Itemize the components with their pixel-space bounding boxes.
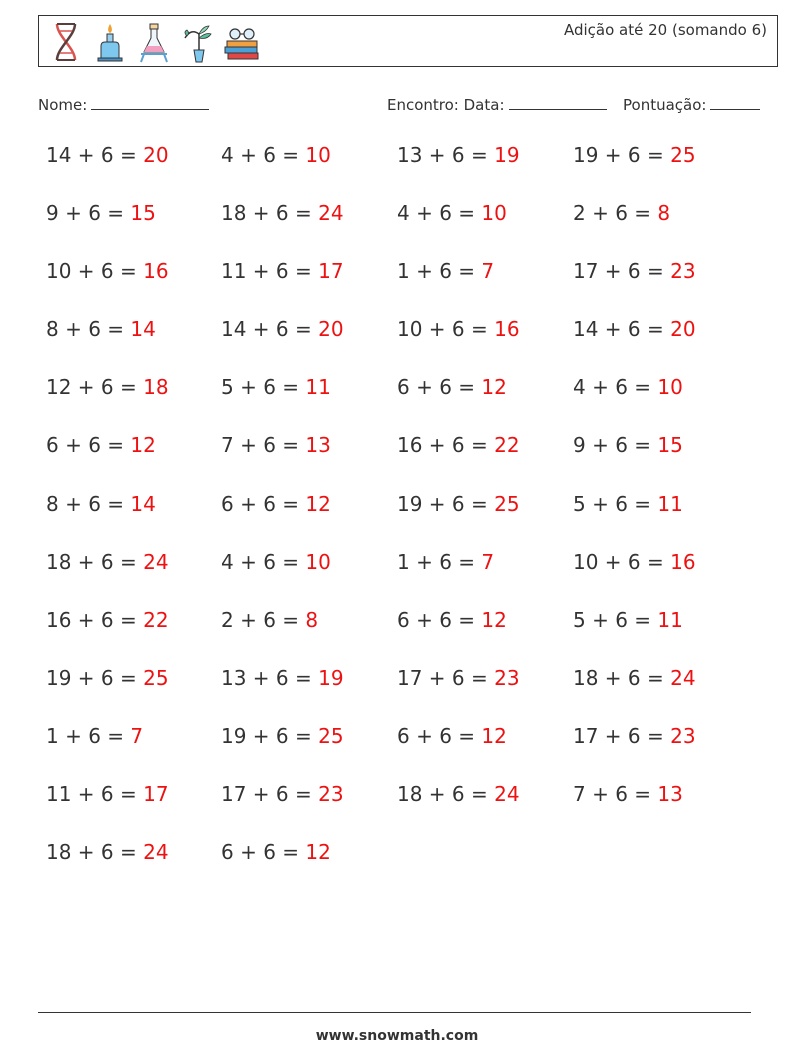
problem-cell bbox=[221, 782, 344, 806]
problem-answer: 17 bbox=[318, 259, 344, 284]
problem-cell bbox=[221, 375, 331, 399]
problem-row bbox=[46, 259, 766, 317]
problem-question: 1 + 6 = bbox=[46, 723, 125, 748]
problem-answer: 7 bbox=[481, 259, 495, 284]
problem-question: 19 + 6 = bbox=[221, 723, 312, 748]
problem-question: 6 + 6 = bbox=[221, 840, 300, 865]
problem-answer: 23 bbox=[494, 665, 520, 690]
problem-cell bbox=[46, 433, 156, 457]
problem-question: 1 + 6 = bbox=[397, 259, 476, 284]
problem-question: 14 + 6 = bbox=[221, 317, 312, 342]
problem-cell bbox=[46, 724, 143, 748]
problem-cell bbox=[46, 666, 169, 690]
problem-question: 18 + 6 = bbox=[573, 665, 664, 690]
name-field bbox=[38, 94, 209, 114]
problem-answer: 23 bbox=[670, 723, 696, 748]
problem-answer: 12 bbox=[481, 607, 507, 632]
problem-row bbox=[46, 143, 766, 201]
meeting-date-field bbox=[387, 94, 607, 114]
problem-answer: 25 bbox=[143, 665, 169, 690]
problem-answer: 23 bbox=[670, 259, 696, 284]
problem-question: 2 + 6 = bbox=[573, 201, 652, 226]
problem-question: 11 + 6 = bbox=[221, 259, 312, 284]
books-glasses-icon bbox=[223, 20, 261, 64]
problem-question: 17 + 6 = bbox=[573, 259, 664, 284]
problem-question: 4 + 6 = bbox=[221, 549, 300, 574]
problem-answer: 14 bbox=[130, 491, 156, 516]
problem-cell bbox=[397, 550, 494, 574]
problem-cell bbox=[573, 259, 696, 283]
footer-url: www.snowmath.com bbox=[315, 1028, 479, 1044]
problem-question: 17 + 6 = bbox=[221, 782, 312, 807]
problem-cell bbox=[573, 550, 696, 574]
problem-answer: 24 bbox=[670, 665, 696, 690]
problem-question: 6 + 6 = bbox=[397, 607, 476, 632]
problem-question: 19 + 6 = bbox=[46, 665, 137, 690]
problem-answer: 20 bbox=[318, 317, 344, 342]
problem-row bbox=[46, 608, 766, 666]
problem-cell bbox=[46, 259, 169, 283]
problem-answer: 18 bbox=[143, 375, 169, 400]
problem-question: 4 + 6 = bbox=[573, 375, 652, 400]
problem-answer: 24 bbox=[494, 782, 520, 807]
problem-cell bbox=[397, 259, 494, 283]
problem-question: 18 + 6 = bbox=[46, 840, 137, 865]
problem-cell bbox=[46, 840, 169, 864]
problem-question: 13 + 6 = bbox=[221, 665, 312, 690]
problem-cell bbox=[397, 666, 520, 690]
problem-answer: 12 bbox=[130, 433, 156, 458]
problem-question: 19 + 6 = bbox=[397, 491, 488, 516]
problem-cell bbox=[397, 492, 520, 516]
bunsen-burner-icon bbox=[91, 20, 129, 64]
problem-cell bbox=[397, 201, 507, 225]
problem-cell bbox=[46, 608, 169, 632]
problem-question: 10 + 6 = bbox=[46, 259, 137, 284]
problem-cell bbox=[221, 724, 344, 748]
problem-answer: 19 bbox=[318, 665, 344, 690]
problem-cell bbox=[221, 143, 331, 167]
problem-answer: 11 bbox=[305, 375, 331, 400]
problem-question: 2 + 6 = bbox=[221, 607, 300, 632]
problem-answer: 8 bbox=[305, 607, 319, 632]
problem-question: 4 + 6 = bbox=[397, 201, 476, 226]
problem-cell bbox=[221, 317, 344, 341]
problem-question: 5 + 6 = bbox=[573, 607, 652, 632]
name-label: Nome: bbox=[38, 96, 88, 114]
meeting-date-label: Encontro: Data: bbox=[387, 96, 505, 114]
problem-cell bbox=[397, 782, 520, 806]
problem-answer: 12 bbox=[305, 491, 331, 516]
problem-answer: 24 bbox=[143, 549, 169, 574]
header-icons bbox=[47, 20, 261, 64]
problem-cell bbox=[221, 550, 331, 574]
problem-answer: 11 bbox=[657, 491, 683, 516]
problem-question: 18 + 6 = bbox=[221, 201, 312, 226]
problem-answer: 12 bbox=[481, 723, 507, 748]
problem-cell bbox=[573, 724, 696, 748]
problem-answer: 20 bbox=[143, 143, 169, 167]
problem-row bbox=[46, 550, 766, 608]
dna-icon bbox=[47, 20, 85, 64]
problem-cell bbox=[221, 840, 331, 864]
problem-cell bbox=[221, 492, 331, 516]
worksheet-header bbox=[38, 15, 778, 67]
problem-cell bbox=[46, 782, 169, 806]
flask-icon bbox=[135, 20, 173, 64]
score-field bbox=[623, 94, 760, 114]
problem-answer: 25 bbox=[318, 723, 344, 748]
problem-question: 6 + 6 = bbox=[46, 433, 125, 458]
problem-question: 16 + 6 = bbox=[397, 433, 488, 458]
problem-cell bbox=[221, 666, 344, 690]
problem-answer: 8 bbox=[657, 201, 671, 226]
problem-cell bbox=[46, 201, 156, 225]
problem-answer: 24 bbox=[318, 201, 344, 226]
problem-answer: 13 bbox=[305, 433, 331, 458]
problem-row bbox=[46, 375, 766, 433]
problem-question: 14 + 6 = bbox=[46, 143, 137, 167]
problem-answer: 22 bbox=[494, 433, 520, 458]
problem-row bbox=[46, 724, 766, 782]
problem-question: 17 + 6 = bbox=[573, 723, 664, 748]
problem-question: 7 + 6 = bbox=[221, 433, 300, 458]
plant-beaker-icon bbox=[179, 20, 217, 64]
problem-cell bbox=[573, 782, 683, 806]
problem-cell bbox=[397, 433, 520, 457]
problem-question: 1 + 6 = bbox=[397, 549, 476, 574]
problem-question: 5 + 6 = bbox=[221, 375, 300, 400]
problem-question: 19 + 6 = bbox=[573, 143, 664, 167]
problem-answer: 7 bbox=[481, 549, 495, 574]
problem-answer: 17 bbox=[143, 782, 169, 807]
problem-question: 13 + 6 = bbox=[397, 143, 488, 167]
problem-question: 9 + 6 = bbox=[573, 433, 652, 458]
problem-cell bbox=[573, 317, 696, 341]
date-blank bbox=[509, 94, 607, 110]
problem-cell bbox=[46, 492, 156, 516]
problem-answer: 10 bbox=[481, 201, 507, 226]
problem-question: 4 + 6 = bbox=[221, 143, 300, 167]
problem-answer: 25 bbox=[494, 491, 520, 516]
problem-answer: 15 bbox=[130, 201, 156, 226]
problem-cell bbox=[46, 375, 169, 399]
problem-answer: 7 bbox=[130, 723, 144, 748]
problem-answer: 10 bbox=[305, 549, 331, 574]
problem-question: 14 + 6 = bbox=[573, 317, 664, 342]
problem-cell bbox=[221, 433, 331, 457]
problem-cell bbox=[397, 317, 520, 341]
problem-question: 6 + 6 = bbox=[397, 375, 476, 400]
problem-question: 8 + 6 = bbox=[46, 491, 125, 516]
problem-question: 6 + 6 = bbox=[221, 491, 300, 516]
footer-divider bbox=[38, 1012, 751, 1013]
problem-cell bbox=[397, 724, 507, 748]
problem-answer: 13 bbox=[657, 782, 683, 807]
problem-cell bbox=[573, 608, 683, 632]
problem-answer: 20 bbox=[670, 317, 696, 342]
problem-row bbox=[46, 201, 766, 259]
name-blank bbox=[91, 94, 209, 110]
problem-question: 12 + 6 = bbox=[46, 375, 137, 400]
problem-question: 5 + 6 = bbox=[573, 491, 652, 516]
problem-cell bbox=[573, 492, 683, 516]
problem-answer: 24 bbox=[143, 840, 169, 865]
problem-cell bbox=[573, 375, 683, 399]
worksheet-title: Adição até 20 (somando 6) bbox=[563, 21, 767, 39]
score-blank bbox=[710, 94, 760, 110]
problem-cell bbox=[46, 550, 169, 574]
problem-answer: 15 bbox=[657, 433, 683, 458]
problem-cell bbox=[573, 201, 670, 225]
problem-question: 8 + 6 = bbox=[46, 317, 125, 342]
problem-question: 16 + 6 = bbox=[46, 607, 137, 632]
problem-answer: 25 bbox=[670, 143, 696, 167]
problem-answer: 12 bbox=[481, 375, 507, 400]
problem-question: 9 + 6 = bbox=[46, 201, 125, 226]
problem-grid bbox=[46, 143, 766, 898]
problem-answer: 16 bbox=[670, 549, 696, 574]
problem-answer: 11 bbox=[657, 607, 683, 632]
problem-question: 18 + 6 = bbox=[397, 782, 488, 807]
problem-cell bbox=[46, 317, 156, 341]
problem-answer: 10 bbox=[657, 375, 683, 400]
problem-answer: 12 bbox=[305, 840, 331, 865]
problem-row bbox=[46, 666, 766, 724]
problem-row bbox=[46, 492, 766, 550]
problem-cell bbox=[397, 143, 520, 167]
problem-row bbox=[46, 317, 766, 375]
problem-answer: 14 bbox=[130, 317, 156, 342]
problem-row bbox=[46, 433, 766, 491]
problem-answer: 23 bbox=[318, 782, 344, 807]
problem-cell bbox=[397, 608, 507, 632]
problem-question: 6 + 6 = bbox=[397, 723, 476, 748]
problem-cell bbox=[221, 608, 318, 632]
score-label: Pontuação: bbox=[623, 96, 707, 114]
problem-cell bbox=[46, 143, 169, 167]
problem-question: 17 + 6 = bbox=[397, 665, 488, 690]
problem-answer: 19 bbox=[494, 143, 520, 167]
problem-cell bbox=[573, 433, 683, 457]
problem-question: 10 + 6 = bbox=[573, 549, 664, 574]
problem-answer: 22 bbox=[143, 607, 169, 632]
problem-question: 11 + 6 = bbox=[46, 782, 137, 807]
problem-answer: 16 bbox=[143, 259, 169, 284]
problem-answer: 16 bbox=[494, 317, 520, 342]
problem-question: 18 + 6 = bbox=[46, 549, 137, 574]
problem-cell bbox=[573, 143, 696, 167]
problem-cell bbox=[221, 201, 344, 225]
problem-cell bbox=[573, 666, 696, 690]
problem-answer: 10 bbox=[305, 143, 331, 167]
problem-question: 7 + 6 = bbox=[573, 782, 652, 807]
problem-row bbox=[46, 782, 766, 840]
problem-cell bbox=[221, 259, 344, 283]
problem-cell bbox=[397, 375, 507, 399]
problem-row bbox=[46, 840, 766, 898]
problem-question: 10 + 6 = bbox=[397, 317, 488, 342]
